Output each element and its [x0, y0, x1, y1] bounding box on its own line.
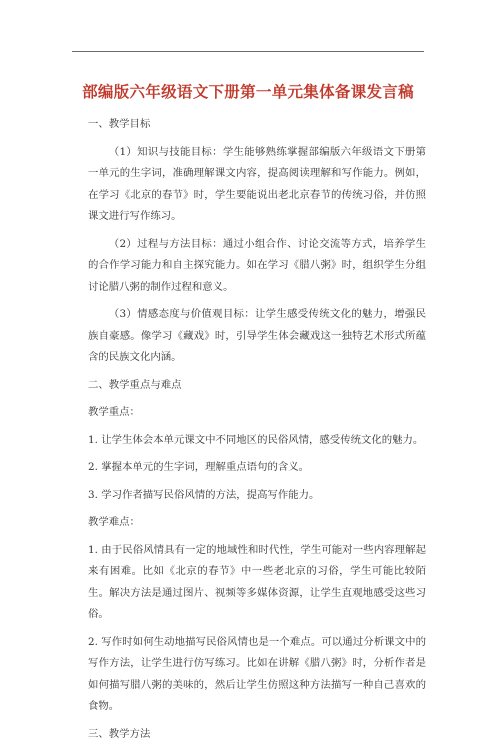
paragraph-knowledge-goal: （1）知识与技能目标：学生能够熟练掌握部编版六年级语文下册第一单元的生字词，准确理解课文内容，提高阅读理解和写作能力。例如，在学习《北京的春节》时，学生要能说出老北京春节的传统习俗，并仿照课文进行写作练习。: [88, 145, 426, 222]
paragraph-attitude-goal: （3）情感态度与价值观目标：让学生感受传统文化的魅力，增强民族自豪感。像学习《藏戏》时，引导学生体会藏戏这一独特艺术形式所蕴含的民族文化内涵。: [88, 308, 426, 363]
section-heading-methods: 三、教学方法: [88, 727, 151, 740]
key-point-item: 2. 掌握本单元的生字词，理解重点语句的含义。: [88, 461, 310, 473]
document-body: [88, 114, 426, 751]
header-rule: [72, 51, 424, 52]
key-point-item: 1. 让学生体会本单元课文中不同地区的民俗风情，感受传统文化的魅力。: [88, 433, 424, 446]
subheading-key-points: 教学重点：: [88, 406, 140, 418]
section-heading-key-points: 二、教学重点与难点: [88, 378, 182, 391]
paragraph-process-goal: （2）过程与方法目标：通过小组合作、讨论交流等方式，培养学生的合作学习能力和自主探究能力。如在学习《腊八粥》时，组织学生分组讨论腊八粥的制作过程和意义。: [88, 237, 426, 293]
difficulty-item: 2. 写作时如何生动地描写民俗风情也是一个难点。可以通过分析课文中的写作方法，让学生进行仿写练习。比如在讲解《腊八粥》时，分析作者是如何描写腊八粥的美味的，然后让学生仿照这种方法描写一种自己喜欢的食物。: [88, 635, 426, 712]
key-point-item: 3. 学习作者描写民俗风情的方法，提高写作能力。: [88, 488, 320, 501]
subheading-difficulties: 教学难点：: [88, 516, 140, 528]
section-heading-objectives: 一、教学目标: [88, 118, 151, 130]
difficulty-item: 1. 由于民俗风情具有一定的地域性和时代性，学生可能对一些内容理解起来有困难。比如《北京的春节》中一些老北京的习俗，学生可能比较陌生。解决方法是通过图片、视频等多媒体资源，让学生直观地感受这些习俗。: [88, 543, 426, 620]
document-title: 部编版六年级语文下册第一单元集体备课发言稿: [82, 82, 414, 101]
